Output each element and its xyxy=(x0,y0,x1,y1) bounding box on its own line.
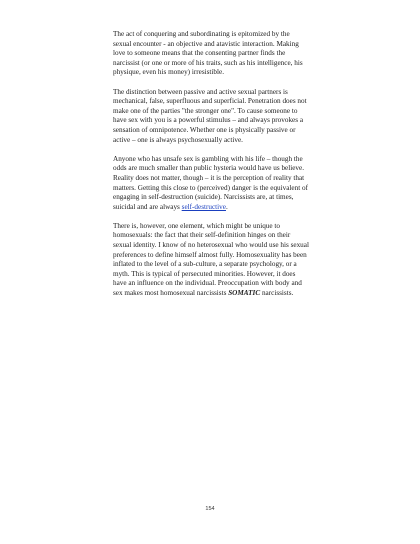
paragraph-2: The distinction between passive and active sexual partners is mechanical, false, superfluous and superficial. Penetration does not make one of the parties "the stronger one". To cause someone to have sex with you is a powerful stimulus – and always provokes a sensation of omnipotence. Whether one is physically passive or active – one is always psychosexually active. xyxy=(113,87,307,144)
paragraph-3-text: Anyone who has unsafe sex is gambling with his life – though the odds are much smaller than public hysteria would have us believe. Reality does not matter, though – it is the perception of reality that matters. Getting this close to (perceived) danger is the equivalent of engaging in self-destruction (suicide). Narcissists are, at times, suicidal and are always xyxy=(113,154,308,211)
paragraph-4 xyxy=(113,222,309,299)
body-text xyxy=(113,30,309,308)
somatic-emphasis: SOMATIC xyxy=(228,289,261,298)
paragraph-4-text: There is, however, one element, which might be unique to homosexuals: the fact that their self-definition hinges on their sexual identity. I know of no heterosexual who would use his sexual preferences to define himself almost fully. Homosexuality has been inflated to the level of a sub-culture, a separate psychology, or a myth. This is typical of persecuted minorities. However, it does have an influence on the individual. Preoccupation with body and sex makes most homosexual narcissists xyxy=(113,221,309,298)
paragraph-4-end: narcissists. xyxy=(260,289,294,298)
paragraph-1: The act of conquering and subordinating is epitomized by the sexual encounter - an objective and atavistic interaction. Making love to someone means that the consenting partner finds the narcissist (or one or more of his traits, such as his intelligence, his physique, even his money) irresistible. xyxy=(113,30,303,77)
page-number: 154 xyxy=(205,506,215,512)
self-destructive-link[interactable]: self-destructive xyxy=(181,202,226,211)
paragraph-3 xyxy=(113,155,309,213)
paragraph-3-end: . xyxy=(225,202,228,211)
